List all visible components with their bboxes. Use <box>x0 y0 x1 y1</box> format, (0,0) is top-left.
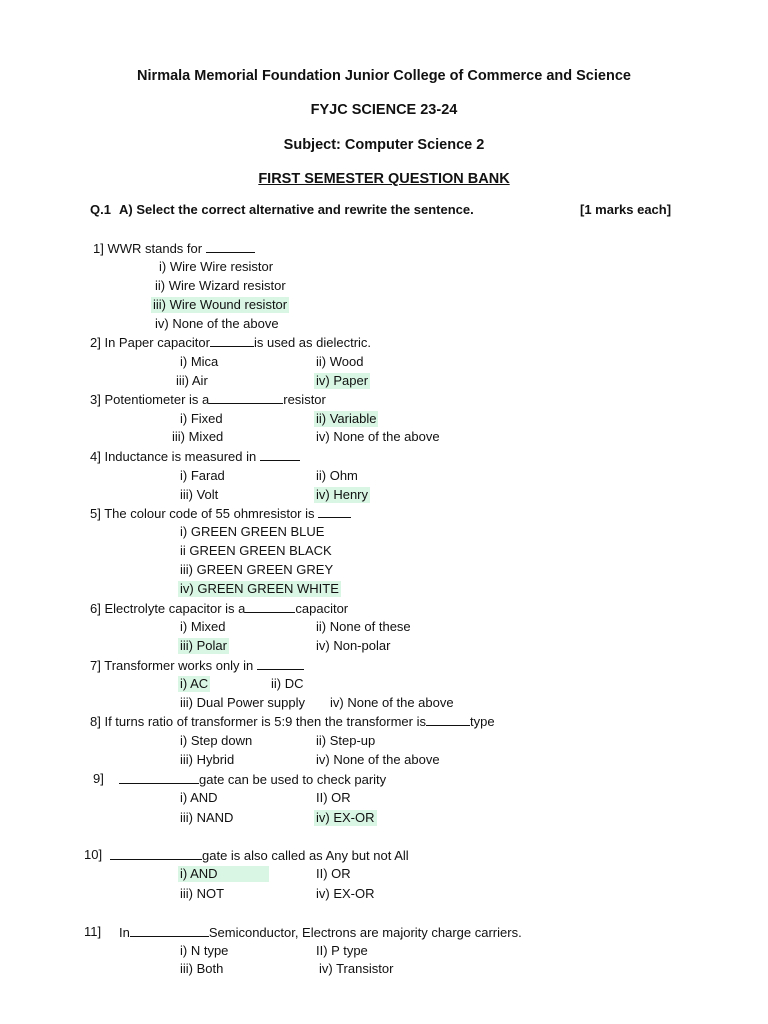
option: iii) NAND <box>180 810 234 825</box>
question-number: 8] <box>90 714 101 729</box>
question-9-number: 9] <box>93 771 104 786</box>
option: i) Mica <box>180 354 219 369</box>
answer-blank <box>210 334 254 347</box>
option: iii) Both <box>180 961 224 976</box>
class-year: FYJC SCIENCE 23-24 <box>310 102 458 118</box>
option-correct: iii) Wire Wound resistor <box>153 297 288 312</box>
answer-blank <box>130 924 209 937</box>
question-4 <box>90 448 300 465</box>
question-number: 4] <box>90 449 101 464</box>
section-instruction: A) Select the correct alternative and rewrite the sentence. <box>119 202 474 217</box>
option: i) GREEN GREEN BLUE <box>180 524 325 539</box>
question-text-end: is used as dielectric. <box>253 335 372 350</box>
question-text: Transformer works only in <box>104 658 254 673</box>
answer-blank <box>206 240 255 253</box>
answer-blank <box>426 713 470 726</box>
question-text-end: Semiconductor, Electrons are majority charge carriers. <box>208 925 522 940</box>
option-correct: ii) Variable <box>316 411 377 426</box>
option: ii) None of these <box>316 619 411 634</box>
option-correct: iv) EX-OR <box>316 810 375 825</box>
option: iv) None of the above <box>316 752 440 767</box>
question-text-end: type <box>469 714 495 729</box>
option: iii) Mixed <box>172 429 224 444</box>
question-1 <box>93 240 255 257</box>
option: iv) None of the above <box>330 695 454 710</box>
option: iii) Dual Power supply <box>180 695 305 710</box>
question-9 <box>119 771 386 788</box>
option-correct: i) AC <box>180 676 209 691</box>
subject-line: Subject: Computer Science 2 <box>283 137 485 153</box>
question-number: 2] <box>90 335 101 350</box>
question-8 <box>90 713 495 730</box>
option: II) OR <box>316 866 351 881</box>
page-title: FIRST SEMESTER QUESTION BANK <box>258 171 510 187</box>
question-7 <box>90 657 304 674</box>
section-number: Q.1 <box>90 202 111 217</box>
option-correct: iv) Paper <box>316 373 369 388</box>
answer-blank <box>245 600 295 613</box>
option-correct: iii) Polar <box>180 638 227 653</box>
option: ii) Ohm <box>316 468 358 483</box>
option: iii) GREEN GREEN GREY <box>180 562 334 577</box>
answer-blank <box>318 505 351 518</box>
option: II) P type <box>316 943 368 958</box>
option: iii) Volt <box>180 487 219 502</box>
option-correct: i) AND <box>178 866 269 882</box>
question-number: 1] <box>93 241 104 256</box>
option: i) AND <box>180 790 218 805</box>
question-number: 6] <box>90 601 101 616</box>
option: iv) Non-polar <box>316 638 391 653</box>
option: iv) None of the above <box>316 429 440 444</box>
option: i) Mixed <box>180 619 226 634</box>
marks-label: [1 marks each] <box>580 202 672 217</box>
question-text: In <box>119 925 130 940</box>
question-5 <box>90 505 351 522</box>
option: i) Step down <box>180 733 253 748</box>
question-text-end: gate is also called as Any but not All <box>202 848 409 863</box>
option: i) N type <box>180 943 229 958</box>
question-number: 5] <box>90 506 101 521</box>
option: ii) Step-up <box>316 733 376 748</box>
option: iv) EX-OR <box>316 886 375 901</box>
question-number: 3] <box>90 392 101 407</box>
question-text-end: gate can be used to check parity <box>199 772 387 787</box>
question-text-end: resistor <box>283 392 326 407</box>
option: iii) Hybrid <box>180 752 235 767</box>
answer-blank <box>209 391 283 404</box>
question-2 <box>90 334 371 351</box>
option: ii) Wire Wizard resistor <box>155 278 286 293</box>
option: iii) NOT <box>180 886 225 901</box>
option-correct: iv) GREEN GREEN WHITE <box>180 581 339 596</box>
question-10 <box>110 847 409 864</box>
answer-blank <box>260 448 300 461</box>
option: iii) Air <box>176 373 208 388</box>
option: iv) None of the above <box>155 316 279 331</box>
question-text: The colour code of 55 ohmresistor is <box>104 506 315 521</box>
question-number: 7] <box>90 658 101 673</box>
option: i) Wire Wire resistor <box>159 259 274 274</box>
answer-blank <box>257 657 304 670</box>
question-text: Inductance is measured in <box>104 449 257 464</box>
answer-blank <box>110 847 202 860</box>
question-text: In Paper capacitor <box>104 335 210 350</box>
question-10-number: 10] <box>84 847 103 862</box>
answer-blank <box>119 771 199 784</box>
option: i) Farad <box>180 468 225 483</box>
option-correct: iv) Henry <box>316 487 369 502</box>
option: ii) Wood <box>316 354 364 369</box>
question-text: Potentiometer is a <box>104 392 210 407</box>
question-6 <box>90 600 348 617</box>
question-text: If turns ratio of transformer is 5:9 then the transformer is <box>104 714 426 729</box>
option: iv) Transistor <box>319 961 394 976</box>
question-text: WWR stands for <box>107 241 203 256</box>
question-11 <box>119 924 522 941</box>
option: ii GREEN GREEN BLACK <box>180 543 332 558</box>
option: II) OR <box>316 790 351 805</box>
college-name: Nirmala Memorial Foundation Junior College of Commerce and Science <box>137 68 631 84</box>
question-11-number: 11] <box>84 924 102 939</box>
option: ii) DC <box>271 676 304 691</box>
option: i) Fixed <box>180 411 223 426</box>
question-3 <box>90 391 326 408</box>
question-text: Electrolyte capacitor is a <box>104 601 246 616</box>
question-text-end: capacitor <box>295 601 349 616</box>
